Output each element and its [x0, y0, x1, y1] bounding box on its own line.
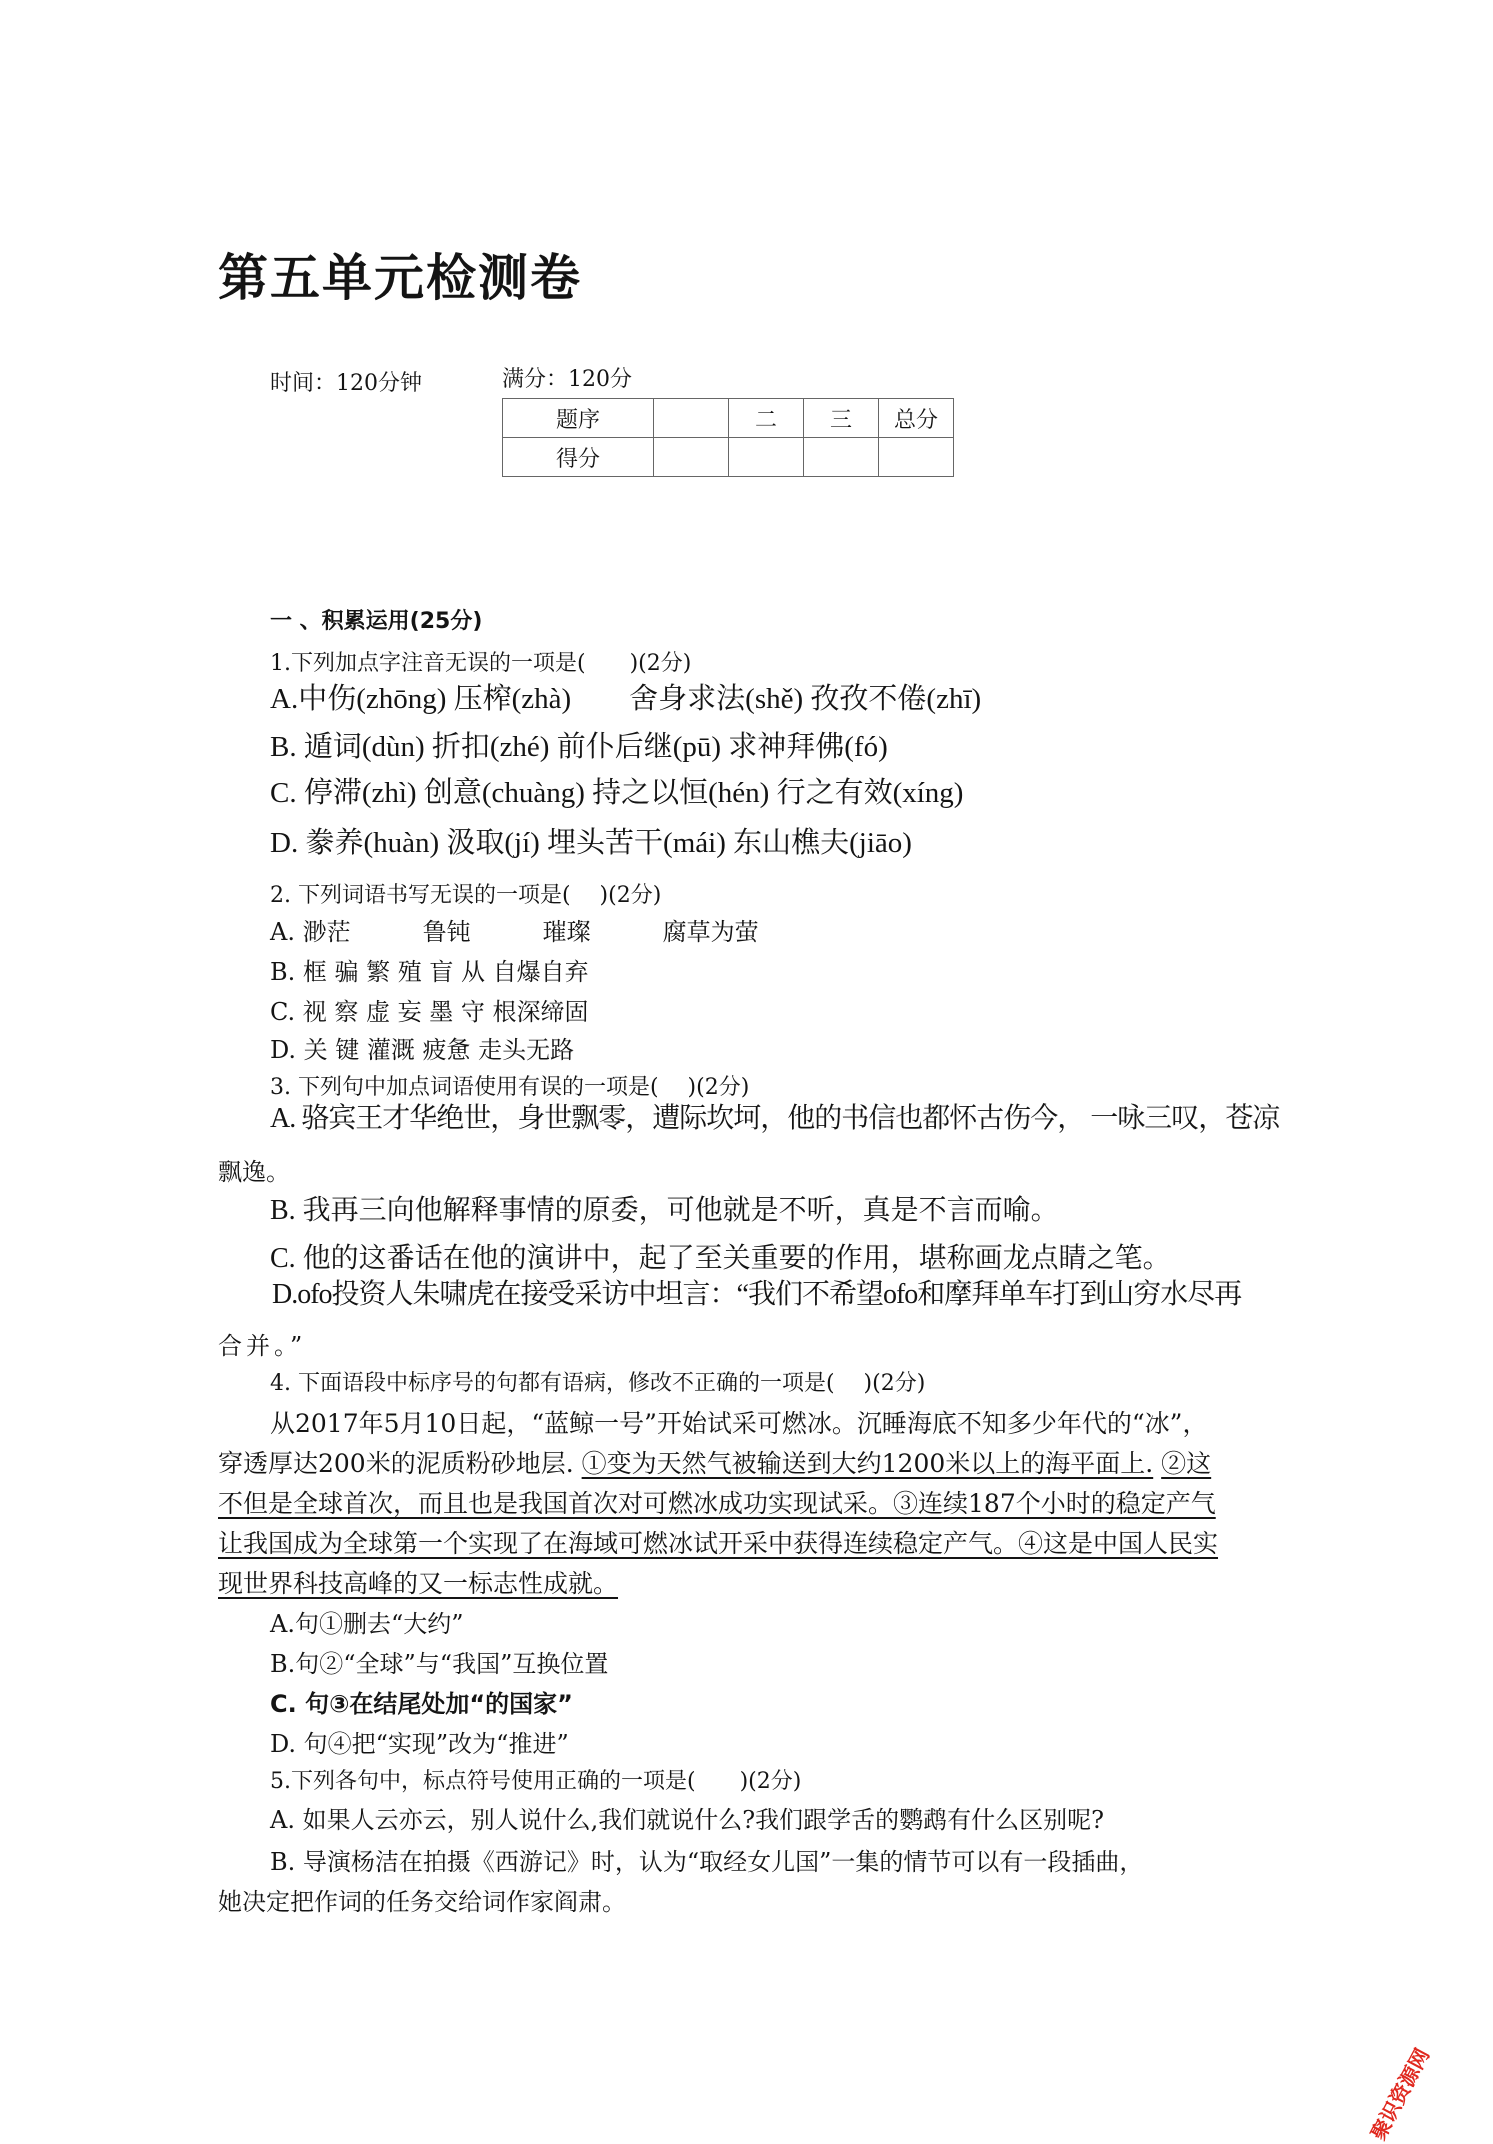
question-4-option-d: D. 句④把“实现”改为“推进” — [270, 1730, 569, 1758]
question-4-option-c: C. 句③在结尾处加“的国家” — [270, 1690, 573, 1718]
question-4-stem: 4. 下面语段中标序号的句都有语病，修改不正确的一项是( )(2分) — [270, 1371, 926, 1396]
question-4-passage-line — [218, 1444, 1266, 1480]
question-2-option-c: C. 视 察 虚 妄 墨 守 根深缔固 — [270, 998, 589, 1026]
score-header-cell: 题序 — [503, 399, 654, 438]
question-1-stem: 1.下列加点字注音无误的一项是( )(2分) — [270, 651, 692, 676]
question-4-passage-line: 从2017年5月10日起，“蓝鲸一号”开始试采可燃冰。沉睡海底不知多少年代的“冰”， — [270, 1409, 1208, 1438]
question-4-passage-line: 不但是全球首次，而且也是我国首次对可燃冰成功实现试采。③连续187个小时的稳定产气 — [218, 1489, 1216, 1518]
question-5-option-a: A. 如果人云亦云，别人说什么,我们就说什么?我们跟学舌的鹦鹉有什么区别呢? — [270, 1806, 1104, 1834]
score-cell — [729, 438, 804, 477]
score-cell — [654, 438, 729, 477]
passage-text: 穿透厚达200米的泥质粉砂地层. — [218, 1449, 574, 1478]
score-table — [502, 398, 954, 477]
question-3-stem: 3. 下列句中加点词语使用有误的一项是( )(2分) — [270, 1075, 750, 1100]
question-5-option-b: B. 导演杨洁在拍摄《西游记》时，认为“取经女儿国”一集的情节可以有一段插曲， — [270, 1848, 1144, 1876]
score-cell — [879, 438, 954, 477]
question-2-option-d: D. 关 键 灌溉 疲惫 走头无路 — [270, 1036, 575, 1064]
exam-full-score: 满分：120分 — [502, 367, 632, 392]
question-1-option-b: B. 遁词(dùn) 折扣(zhé) 前仆后继(pū) 求神拜佛(fó) — [270, 731, 888, 763]
question-3-option-a: A. 骆宾王才华绝世，身世飘零，遭际坎坷，他的书信也都怀古伤今， 一咏三叹，苍凉 — [270, 1103, 1280, 1134]
question-3-option-d-cont: 合并。” — [218, 1332, 307, 1360]
question-2-option-b: B. 框 骗 繁 殖 盲 从 自爆自弃 — [270, 958, 589, 986]
score-header-cell: 总分 — [879, 399, 954, 438]
question-3-option-c: C. 他的这番话在他的演讲中，起了至关重要的作用，堪称画龙点睛之笔。 — [270, 1243, 1171, 1274]
question-4-option-a: A.句①删去“大约” — [270, 1610, 464, 1638]
score-header-cell — [654, 399, 729, 438]
question-2-stem: 2. 下列词语书写无误的一项是( )(2分) — [270, 883, 662, 908]
question-4-passage-line: 让我国成为全球第一个实现了在海域可燃冰试开采中获得连续稳定产气。④这是中国人民实 — [218, 1529, 1219, 1558]
sentence-2-start: ②这 — [1161, 1449, 1212, 1478]
question-4-passage-line: 现世界科技高峰的又一标志性成就。 — [218, 1569, 619, 1598]
question-1-option-c: C. 停滞(zhì) 创意(chuàng) 持之以恒(hén) 行之有效(xíng) — [270, 777, 964, 809]
score-row-label: 得分 — [503, 438, 654, 477]
question-2-option-a: A. 渺茫 鲁钝 璀璨 腐草为萤 — [270, 918, 759, 946]
score-table-header-row — [503, 399, 954, 438]
score-header-cell: 三 — [804, 399, 879, 438]
question-5-option-b-cont: 她决定把作词的任务交给词作家阎肃。 — [218, 1888, 626, 1916]
exam-time: 时间：120分钟 — [270, 371, 422, 396]
question-3-option-a-cont: 飘逸。 — [218, 1158, 290, 1186]
score-cell — [804, 438, 879, 477]
question-3-option-d: D.ofo投资人朱啸虎在接受采访中坦言：“我们不希望ofo和摩拜单车打到山穷水尽再 — [272, 1279, 1242, 1310]
page-title: 第五单元检测卷 — [218, 249, 582, 307]
question-4-option-b: B.句②“全球”与“我国”互换位置 — [270, 1650, 609, 1678]
score-table-score-row — [503, 438, 954, 477]
question-1-option-a: A.中伤(zhōng) 压榨(zhà) 舍身求法(shě) 孜孜不倦(zhī) — [270, 683, 982, 715]
watermark-logo: 聚识资源网 — [1365, 2044, 1435, 2144]
sentence-1: ①变为天然气被输送到大约1200米以上的海平面上. — [581, 1449, 1154, 1478]
section-heading: 一 、积累运用(25分) — [270, 609, 483, 634]
score-header-cell: 二 — [729, 399, 804, 438]
question-3-option-b: B. 我再三向他解释事情的原委，可他就是不听，真是不言而喻。 — [270, 1195, 1059, 1226]
question-1-option-d: D. 豢养(huàn) 汲取(jí) 埋头苦干(mái) 东山樵夫(jiāo) — [270, 827, 912, 859]
question-5-stem: 5.下列各句中，标点符号使用正确的一项是( )(2分) — [270, 1769, 802, 1794]
